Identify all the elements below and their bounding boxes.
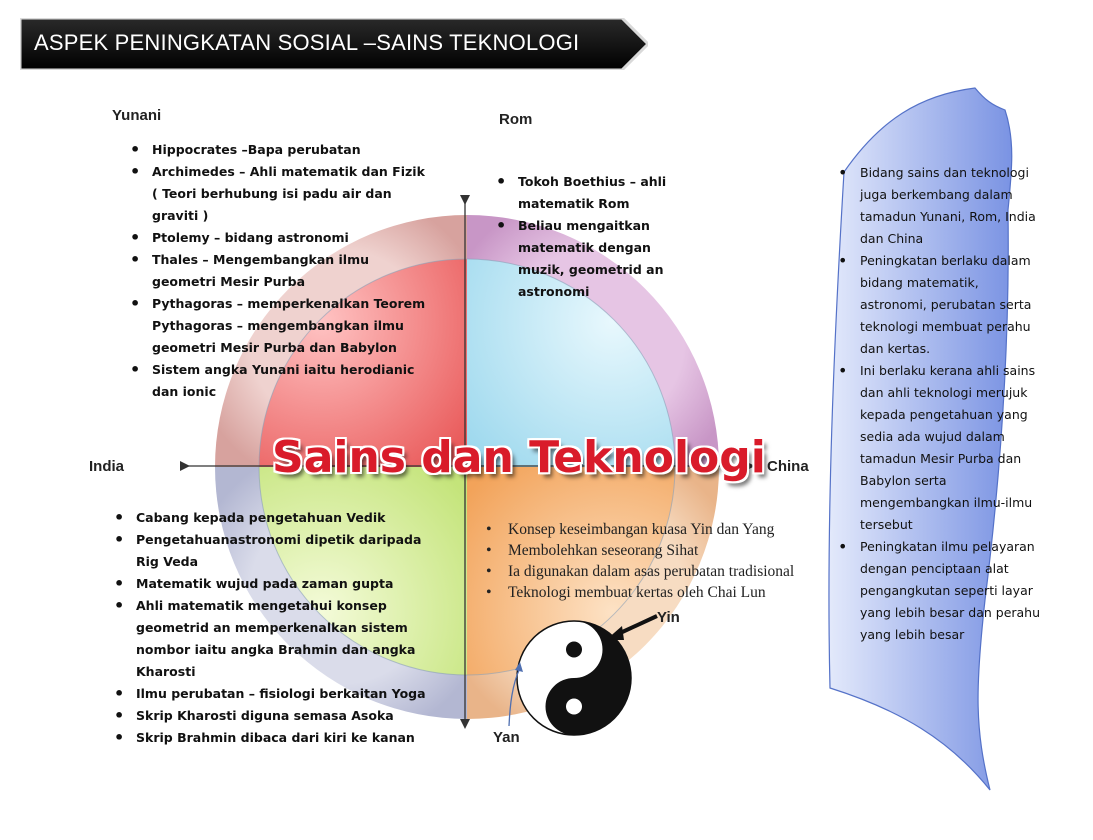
list-item: • Hippocrates –Bapa perubatan [126,139,426,161]
list-item: • Pythagoras – memperkenalkan Teorem Pythagoras – mengembangkan ilmu geometri Mesir Purba dan Babylon [126,293,426,359]
list-item: • Cabang kepada pengetahuan Vedik [110,507,428,529]
list-rom [492,171,672,303]
label-yan: Yan [493,729,520,746]
list-china [482,519,842,603]
list-item: • Konsep keseimbangan kuasa Yin dan Yang [482,519,842,540]
list-india [110,507,428,749]
center-title: Sains dan Teknologi [272,432,766,483]
list-item: • Peningkatan ilmu pelayaran dengan penciptaan alat pengangkutan seperti layar yang lebih besar dan perahu yang lebih besar [834,536,1046,646]
list-item: • Skrip Brahmin dibaca dari kiri ke kanan [110,727,428,749]
list-item: • Ptolemy – bidang astronomi [126,227,426,249]
list-item: • Ilmu perubatan – fisiologi berkaitan Yoga [110,683,428,705]
page-title: ASPEK PENINGKATAN SOSIAL –SAINS TEKNOLOGI [34,30,580,55]
sidebar-list [834,162,1046,646]
list-item: • Tokoh Boethius – ahli matematik Rom [492,171,672,215]
list-item: • Teknologi membuat kertas oleh Chai Lun [482,582,842,603]
heading-yunani: Yunani [112,107,162,124]
list-item: • Sistem angka Yunani iaitu herodianic dan ionic [126,359,426,403]
list-item: • Bidang sains dan teknologi juga berkembang dalam tamadun Yunani, Rom, India dan China [834,162,1046,250]
list-item: • Skrip Kharosti diguna semasa Asoka [110,705,428,727]
list-item: • Membolehkan seseorang Sihat [482,540,842,561]
list-item: • Archimedes – Ahli matematik dan Fizik ( Teori berhubung isi padu air dan graviti ) [126,161,426,227]
list-item: • Pengetahuanastronomi dipetik daripada Rig Veda [110,529,428,573]
list-item: • Peningkatan berlaku dalam bidang matematik, astronomi, perubatan serta teknologi membuat perahu dan kertas. [834,250,1046,360]
list-yunani [126,139,426,403]
list-item: • Thales – Mengembangkan ilmu geometri Mesir Purba [126,249,426,293]
list-item: • Ia digunakan dalam asas perubatan tradisional [482,561,842,582]
list-item: • Beliau mengaitkan matematik dengan muzik, geometrid an astronomi [492,215,672,303]
heading-rom: Rom [499,111,533,128]
axis-label-china: China [767,458,809,475]
list-item: • Ini berlaku kerana ahli sains dan ahli teknologi merujuk kepada pengetahuan yang sedia ada wujud dalam tamadun Mesir Purba dan Babylon serta mengembangkan ilmu-ilmu tersebut [834,360,1046,536]
label-yin: Yin [657,609,680,626]
list-item: • Matematik wujud pada zaman gupta [110,573,428,595]
axis-label-india: India [89,458,125,475]
list-item: • Ahli matematik mengetahui konsep geometrid an memperkenalkan sistem nombor iaitu angka Brahmin dan angka Kharosti [110,595,428,683]
